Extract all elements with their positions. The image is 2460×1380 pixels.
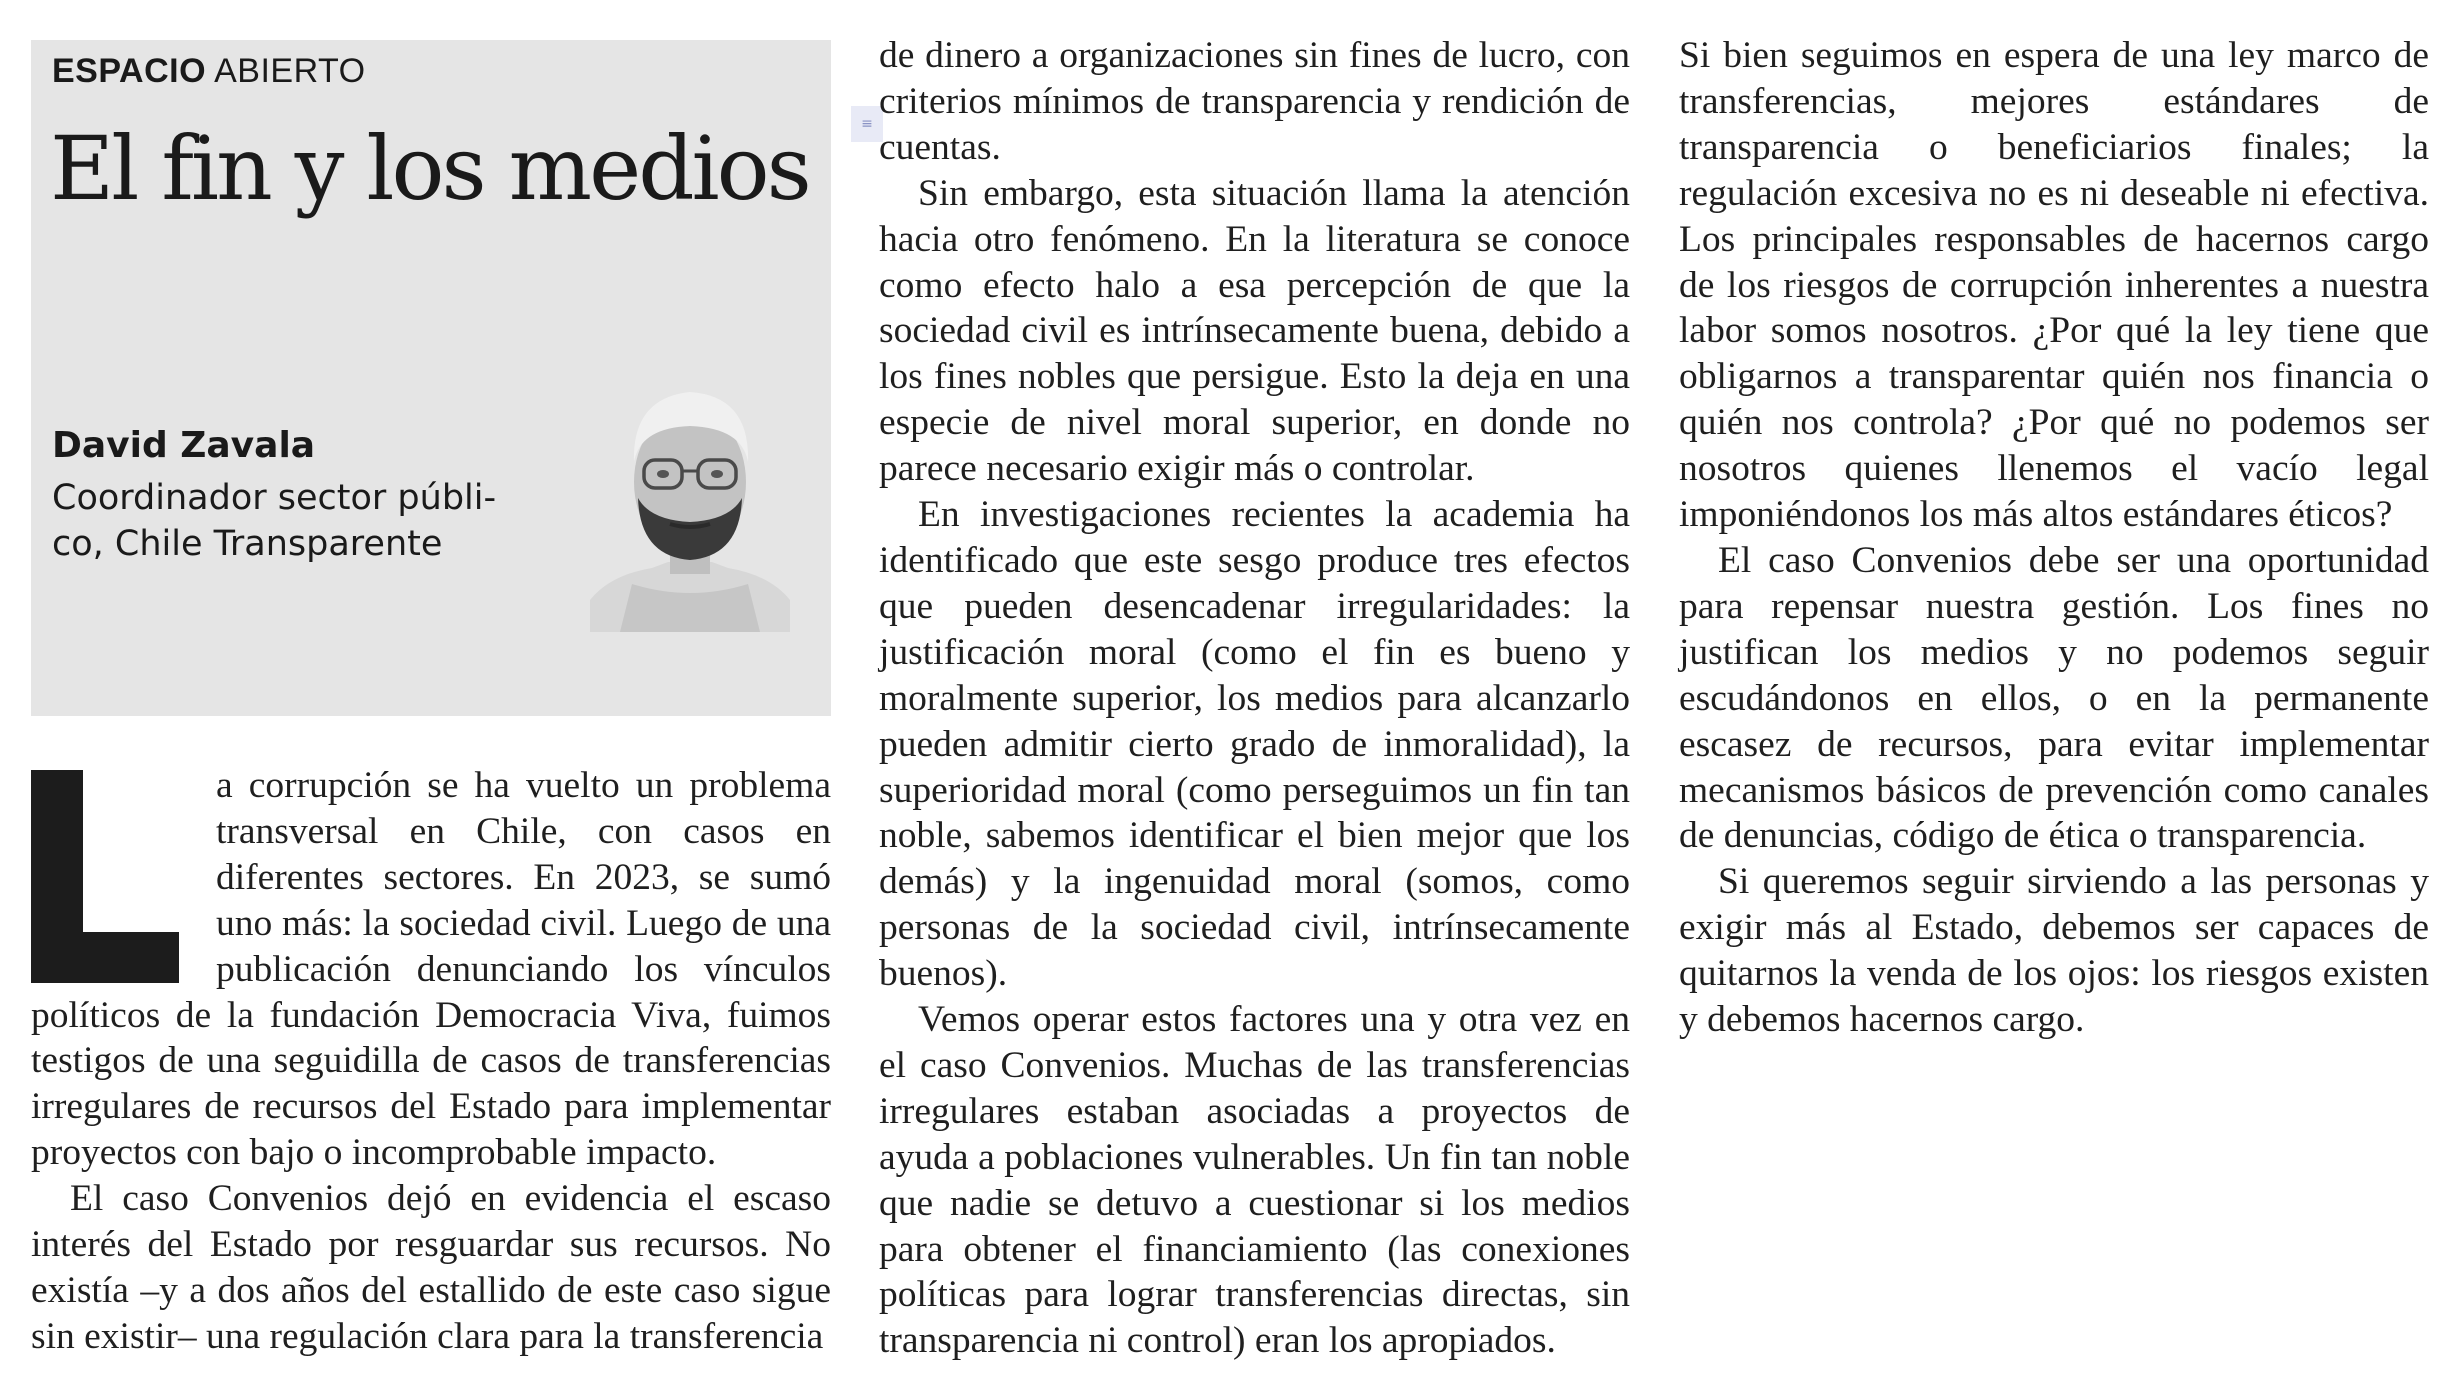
article-paragraph-4: En investigaciones recientes la academia ha identificado que este sesgo produce tres efectos que pueden desencadenar irregularidades: la justificación moral (como el fin es bueno y moralmente superior, los medios para alcanzarlo pueden admitir cierto grado de inmoralidad), la superioridad moral (como perseguimos un fin tan noble, sabemos identificar el bien mejor que los demás) y la ingenuidad moral (somos, como personas de la sociedad civil, intrínsecamente buenos).	[879, 494, 1630, 995]
article-title: El fin y los medios	[50, 117, 809, 220]
author-portrait	[590, 370, 790, 632]
paragraph-1-text: a corrupción se ha vuelto un problema transversal en Chile, con casos en diferentes sectores. En 2023, se sumó uno más: la sociedad civil. Luego de una publicación denunciando los vínculos políticos de la fundación Democracia Viva, fuimos testigos de una seguidilla de casos de transferencias irregulares de recursos del Estado para implementar proyectos con bajo o incomprobable impacto.	[31, 765, 831, 1174]
article-paragraph-2: El caso Convenios dejó en evidencia el escaso interés del Estado por resguardar sus recursos. No existía –y a dos años del estallido de este caso sigue sin existir– una regulación clara para la transferencia	[31, 1178, 831, 1357]
author-role-line-2: co, Chile Transparente	[52, 524, 443, 564]
author-role	[52, 475, 572, 567]
section-label-strong: ESPACIO	[52, 52, 207, 90]
article-paragraph-5: Vemos operar estos factores una y otra vez en el caso Convenios. Muchas de las transferencias irregulares estaban asociadas a proyectos de ayuda a poblaciones vulnerables. Un fin tan noble que nadie se detuvo a cuestionar si los medios para obtener el financiamiento (las conexiones políticas para lograr transferencias directas, sin transparencia ni control) eran los apropiados.	[879, 999, 1630, 1362]
section-label-rest: ABIERTO	[206, 52, 366, 90]
article-paragraph-3: Sin embargo, esta situación llama la atención hacia otro fenómeno. En la literatura se conoce como efecto halo a esa percepción de que la sociedad civil es intrínsecamente buena, debido a los fines nobles que persigue. Esto la deja en una especie de nivel moral superior, en donde no parece necesario exigir más o controlar.	[879, 172, 1630, 490]
article-column-2	[879, 33, 1630, 1364]
article-paragraph-1	[31, 763, 831, 1176]
article-paragraph-8: Si queremos seguir sirviendo a las personas y exigir más al Estado, debemos ser capaces de quitarnos la venda de los ojos: los riesgos existen y debemos hacernos cargo.	[1679, 861, 2429, 1041]
dropcap-letter-l	[31, 770, 179, 983]
article-column-3	[1679, 33, 2429, 1043]
author-role-line-1: Coordinador sector públi-	[52, 478, 497, 518]
note-icon: ≡	[851, 106, 883, 142]
author-name: David Zavala	[52, 425, 316, 466]
article-paragraph-6-continued: Si bien seguimos en espera de una ley marco de transferencias, mejores estándares de transparencia o beneficiarios finales; la regulación excesiva no es ni deseable ni efectiva. Los principales responsables de hacernos cargo de los riesgos de corrupción inherentes a nuestra labor somos nosotros. ¿Por qué la ley tiene que obligarnos a transparentar quién nos financia o quién nos controla? ¿Por qué no podemos ser nosotros quienes llenemos el vacío legal imponiéndonos los más altos estándares éticos?	[1679, 35, 2429, 536]
article-paragraph-2-continued: de dinero a organizaciones sin fines de lucro, con criterios mínimos de transparencia y rendición de cuentas.	[879, 35, 1630, 168]
section-label	[52, 52, 366, 91]
article-column-1	[31, 763, 831, 1360]
article-paragraph-7: El caso Convenios debe ser una oportunidad para repensar nuestra gestión. Los fines no justifican los medios y no podemos seguir escudándonos en ellos, o en la permanente escasez de recursos, para evitar implementar mecanismos básicos de prevención como canales de denuncias, código de ética o transparencia.	[1679, 539, 2429, 857]
